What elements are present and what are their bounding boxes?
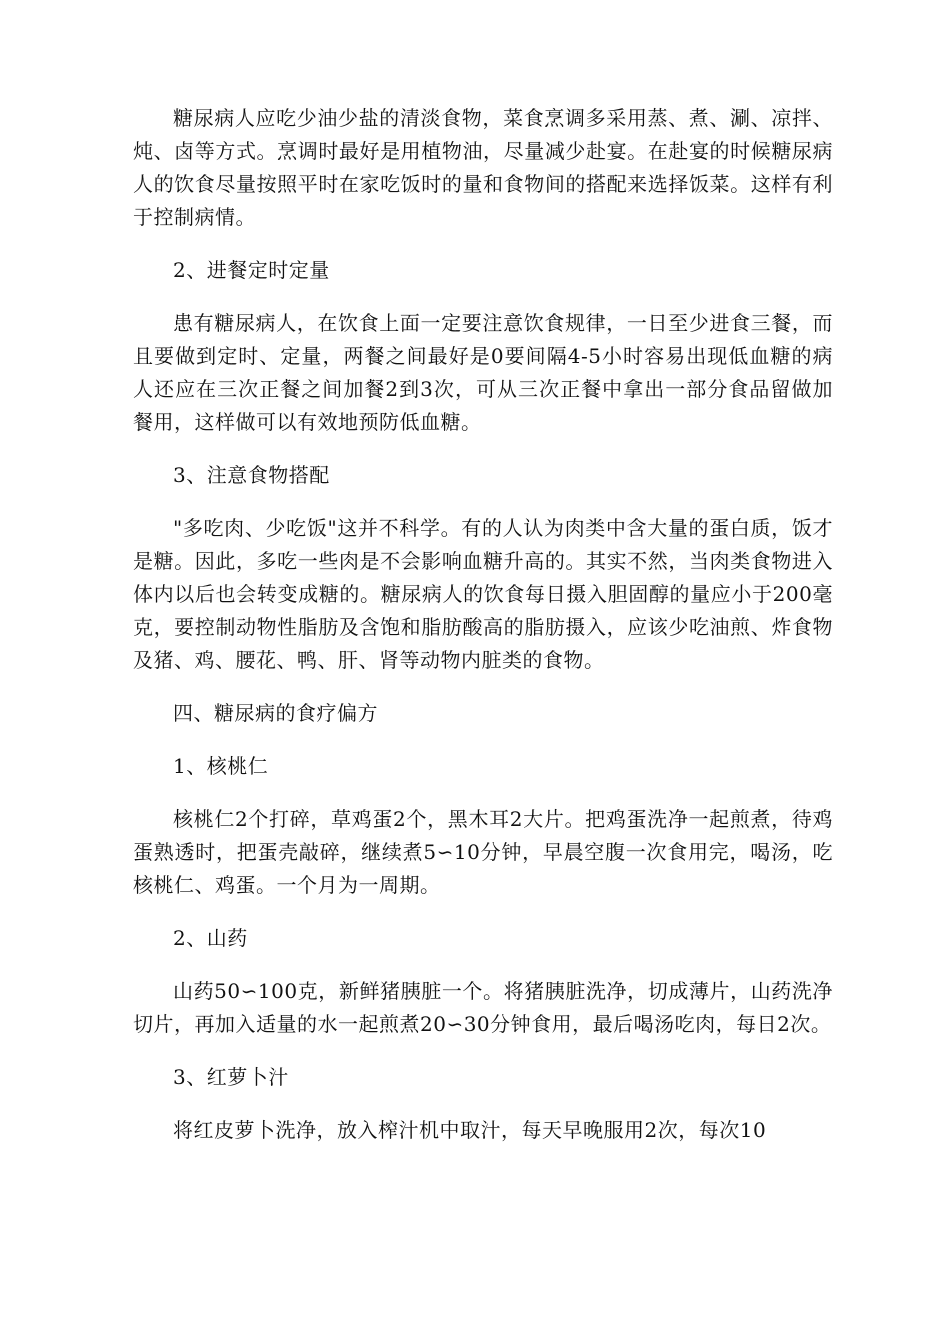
paragraph-carrot-juice: 将红皮萝卜洗净，放入榨汁机中取汁，每天早晚服用2次，每次10 bbox=[173, 1118, 767, 1142]
heading-regular-meals: 2、进餐定时定量 bbox=[173, 258, 330, 282]
paragraph-regular-meals: 患有糖尿病人，在饮食上面一定要注意饮食规律，一日至少进食三餐，而且要做到定时、定量，两餐之间最好是0要间隔4-5小时容易出现低血糖的病人还应在三次正餐之间加餐2到3次，可从三次正餐中拿出一部分食品留做加餐用，这样做可以有效地预防低血糖。 bbox=[133, 311, 833, 434]
heading-walnut: 1、核桃仁 bbox=[173, 754, 269, 778]
document-body bbox=[133, 102, 833, 1167]
heading-yam: 2、山药 bbox=[173, 926, 248, 950]
paragraph-walnut: 核桃仁2个打碎，草鸡蛋2个，黑木耳2大片。把鸡蛋洗净一起煎煮，待鸡蛋熟透时，把蛋壳敲碎，继续煮5∽10分钟，早晨空腹一次食用完，喝汤，吃核桃仁、鸡蛋。一个月为一周期。 bbox=[133, 807, 833, 897]
paragraph-diet-light-food: 糖尿病人应吃少油少盐的清淡食物，菜食烹调多采用蒸、煮、涮、凉拌、炖、卤等方式。烹调时最好是用植物油，尽量减少赴宴。在赴宴的时候糖尿病人的饮食尽量按照平时在家吃饭时的量和食物间的搭配来选择饭菜。这样有利于控制病情。 bbox=[133, 106, 833, 229]
heading-diet-remedies: 四、糖尿病的食疗偏方 bbox=[173, 701, 378, 725]
paragraph-yam: 山药50∽100克，新鲜猪胰脏一个。将猪胰脏洗净，切成薄片，山药洗净切片，再加入适量的水一起煎煮20∽30分钟食用，最后喝汤吃肉，每日2次。 bbox=[133, 979, 833, 1036]
heading-carrot-juice: 3、红萝卜汁 bbox=[173, 1065, 289, 1089]
paragraph-food-pairing: "多吃肉、少吃饭"这并不科学。有的人认为肉类中含大量的蛋白质，饭才是糖。因此，多吃一些肉是不会影响血糖升高的。其实不然，当肉类食物进入体内以后也会转变成糖的。糖尿病人的饮食每日摄入胆固醇的量应小于200毫克，要控制动物性脂肪及含饱和脂肪酸高的脂肪摄入，应该少吃油煎、炸食物及猪、鸡、腰花、鸭、肝、肾等动物内脏类的食物。 bbox=[133, 516, 833, 672]
heading-food-pairing: 3、注意食物搭配 bbox=[173, 463, 330, 487]
